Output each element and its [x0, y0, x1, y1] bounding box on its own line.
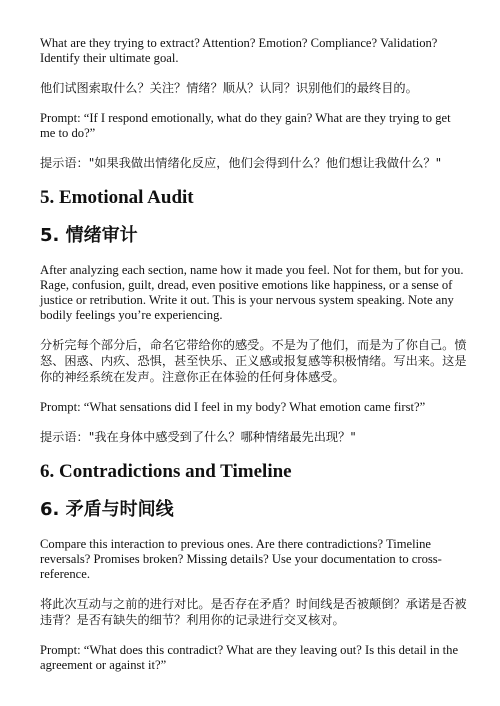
paragraph-emotional-audit: After analyzing each section, name how it made you feel. Not for them, but for you. Rage, confusion, guilt, dread, even positive emotions like happiness, or a sense of justice or retribution. Write it out. This is your nervous system speaking. Note any bodily feelings you’re experiencing. [40, 263, 464, 322]
heading-contradictions-timeline-zh: 6. 矛盾与时间线 [40, 499, 174, 520]
prompt-body-sensations: Prompt: “What sensations did I feel in my body? What emotion came first?” [40, 400, 426, 414]
paragraph-extract-goal-zh: 他们试图索取什么？关注？情绪？顺从？认同？识别他们的最终目的。 [40, 81, 418, 95]
prompt-contradiction: Prompt: “What does this contradict? What are they leaving out? Is this detail in the agreement or against it?” [40, 643, 459, 672]
paragraph-compare-interactions-zh: 将此次互动与之前的进行对比。是否存在矛盾？时间线是否被颠倒？承诺是否被违背？是否有缺失的细节？利用你的记录进行交叉核对。 [40, 597, 467, 627]
heading-emotional-audit: 5. Emotional Audit [40, 187, 194, 208]
heading-emotional-audit-zh: 5. 情绪审计 [40, 225, 138, 246]
paragraph-extract-goal: What are they trying to extract? Attention? Emotion? Compliance? Validation? Identify their ultimate goal. [40, 36, 438, 65]
prompt-emotional-gain: Prompt: “If I respond emotionally, what do they gain? What are they trying to get me to do?” [40, 111, 451, 140]
paragraph-compare-interactions: Compare this interaction to previous ones. Are there contradictions? Timeline reversals? Promises broken? Missing details? Use your documentation to cross-reference. [40, 537, 442, 581]
heading-contradictions-timeline: 6. Contradictions and Timeline [40, 461, 292, 482]
prompt-emotional-gain-zh: 提示语："如果我做出情绪化反应，他们会得到什么？他们想让我做什么？" [40, 156, 442, 170]
paragraph-emotional-audit-zh: 分析完每个部分后，命名它带给你的感受。不是为了他们，而是为了你自己。愤怒、困惑、内疚、恐惧，甚至快乐、正义感或报复感等积极情绪。写出来。这是你的神经系统在发声。注意你正在体验的任何身体感受。 [40, 338, 467, 384]
document-page [40, 36, 468, 673]
prompt-body-sensations-zh: 提示语："我在身体中感受到了什么？哪种情绪最先出现？" [40, 430, 356, 444]
